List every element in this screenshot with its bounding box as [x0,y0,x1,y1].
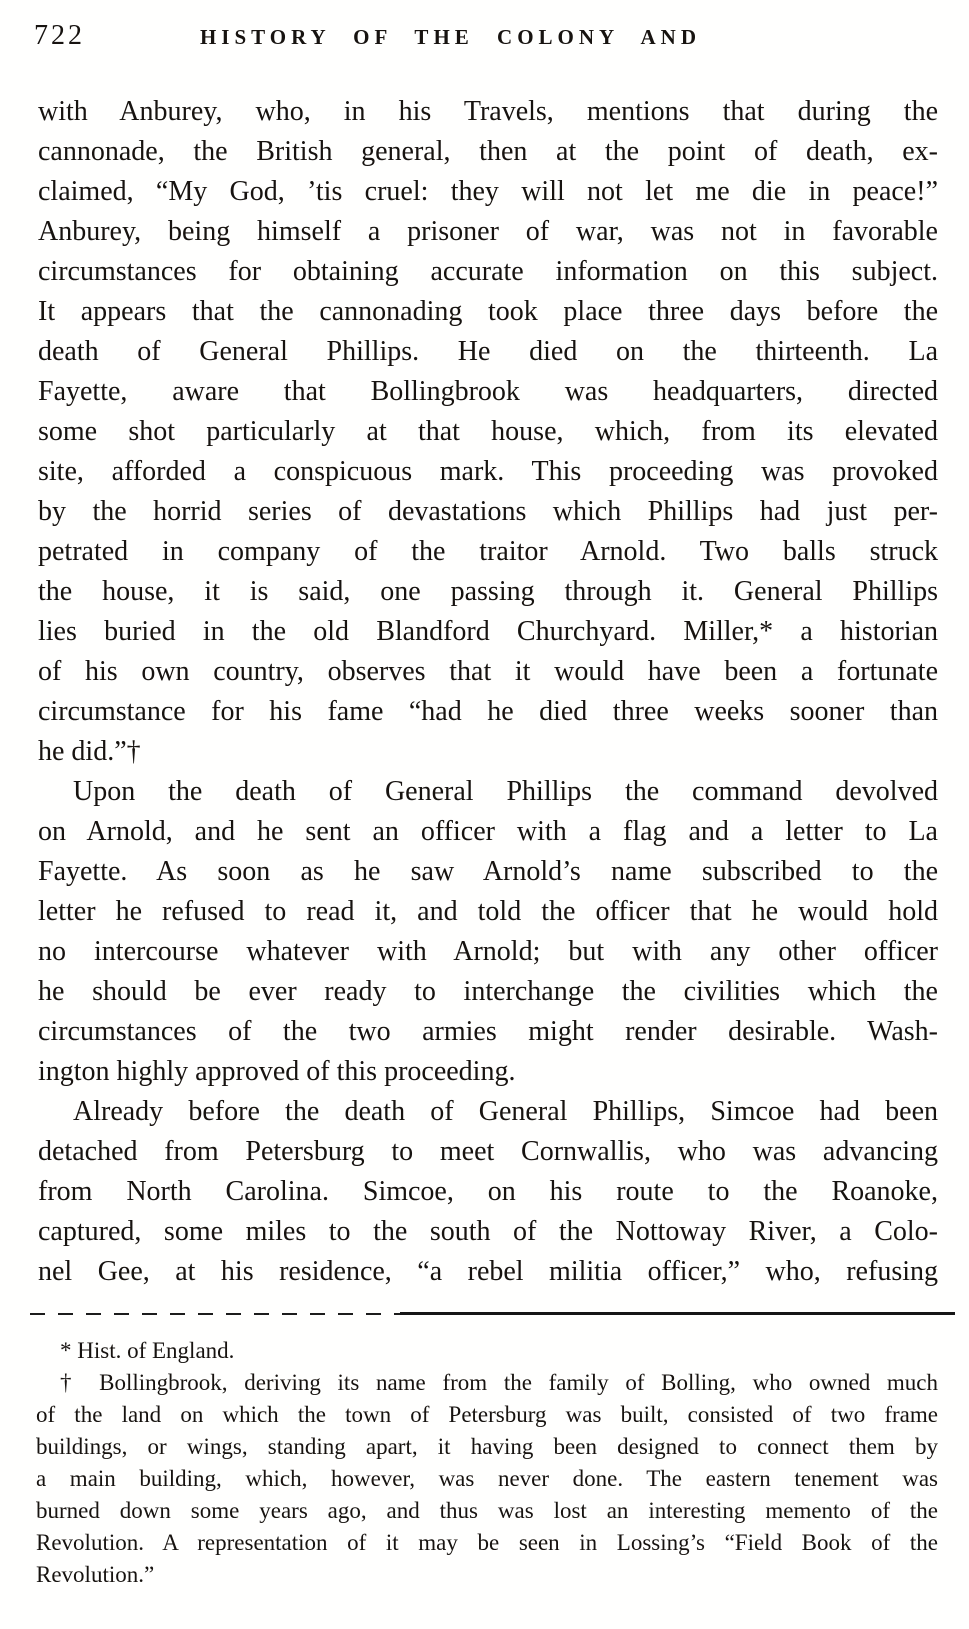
text-line: lies buried in the old Blandford Churchyard. Miller,* a historian [38,616,938,647]
text-line: detached from Petersburg to meet Cornwallis, who was advancing [38,1136,938,1167]
text-line: Fayette, aware that Bollingbrook was headquarters, directed [38,376,938,407]
paragraph [38,772,938,1092]
text-line: no intercourse whatever with Arnold; but with any other officer [38,936,938,967]
text-line: nel Gee, at his residence, “a rebel militia officer,” who, refusing [38,1256,938,1287]
text-line: he did.”† [38,736,141,767]
text-line: of the land on which the town of Petersburg was built, consisted of two frame [36,1402,938,1427]
text-line: captured, some miles to the south of the Nottoway River, a Colo- [38,1216,938,1247]
text-line: some shot particularly at that house, which, from its elevated [38,416,938,447]
text-line: Revolution.” [36,1562,155,1587]
body-text [38,92,938,1292]
text-line: circumstance for his fame “had he died three weeks sooner than [38,696,938,727]
text-line: he should be ever ready to interchange the civilities which the [38,976,938,1007]
text-line: from North Carolina. Simcoe, on his route to the Roanoke, [38,1176,938,1207]
text-line: petrated in company of the traitor Arnold. Two balls struck [38,536,938,567]
text-line: cannonade, the British general, then at the point of death, ex- [38,136,938,167]
text-line: circumstances of the two armies might render desirable. Wash- [38,1016,938,1047]
text-line: death of General Phillips. He died on the thirteenth. La [38,336,938,367]
text-line: † Bollingbrook, deriving its name from the family of Bolling, who owned much [60,1370,938,1395]
paragraph [38,1092,938,1292]
text-line: It appears that the cannonading took place three days before the [38,296,938,327]
separator-dashed-segment [30,1313,400,1315]
text-line: Already before the death of General Phillips, Simcoe had been [73,1096,938,1127]
text-line: letter he refused to read it, and told the officer that he would hold [38,896,938,927]
paragraph [38,92,938,772]
text-line: Upon the death of General Phillips the command devolved [73,776,938,807]
text-line: a main building, which, however, was never done. The eastern tenement was [36,1466,938,1491]
text-line: * Hist. of England. [60,1338,235,1363]
paragraph [36,1367,938,1591]
text-line: the house, it is said, one passing through it. General Phillips [38,576,938,607]
paragraph [36,1335,938,1367]
text-line: site, afforded a conspicuous mark. This proceeding was provoked [38,456,938,487]
text-line: circumstances for obtaining accurate information on this subject. [38,256,938,287]
text-line: burned down some years ago, and thus was lost an interesting memento of the [36,1498,938,1523]
text-line: with Anburey, who, in his Travels, mentions that during the [38,96,938,127]
running-header: HISTORY OF THE COLONY AND [199,25,702,49]
text-line: of his own country, observes that it would have been a fortunate [38,656,938,687]
text-line: claimed, “My God, ’tis cruel: they will not let me die in peace!” [38,176,938,207]
text-line: by the horrid series of devastations which Phillips had just per- [38,496,938,527]
page-number: 722 [34,20,85,51]
text-line: Revolution. A representation of it may be seen in Lossing’s “Field Book of the [36,1530,938,1555]
separator-solid-segment [400,1312,955,1315]
text-line: Fayette. As soon as he saw Arnold’s name subscribed to the [38,856,938,887]
text-line: Anburey, being himself a prisoner of war, was not in favorable [38,216,938,247]
text-line: buildings, or wings, standing apart, it having been designed to connect them by [36,1434,938,1459]
footnote-separator [30,1312,955,1315]
text-line: on Arnold, and he sent an officer with a flag and a letter to La [38,816,938,847]
text-line: ington highly approved of this proceeding. [38,1056,516,1087]
footnotes-section [36,1335,938,1591]
